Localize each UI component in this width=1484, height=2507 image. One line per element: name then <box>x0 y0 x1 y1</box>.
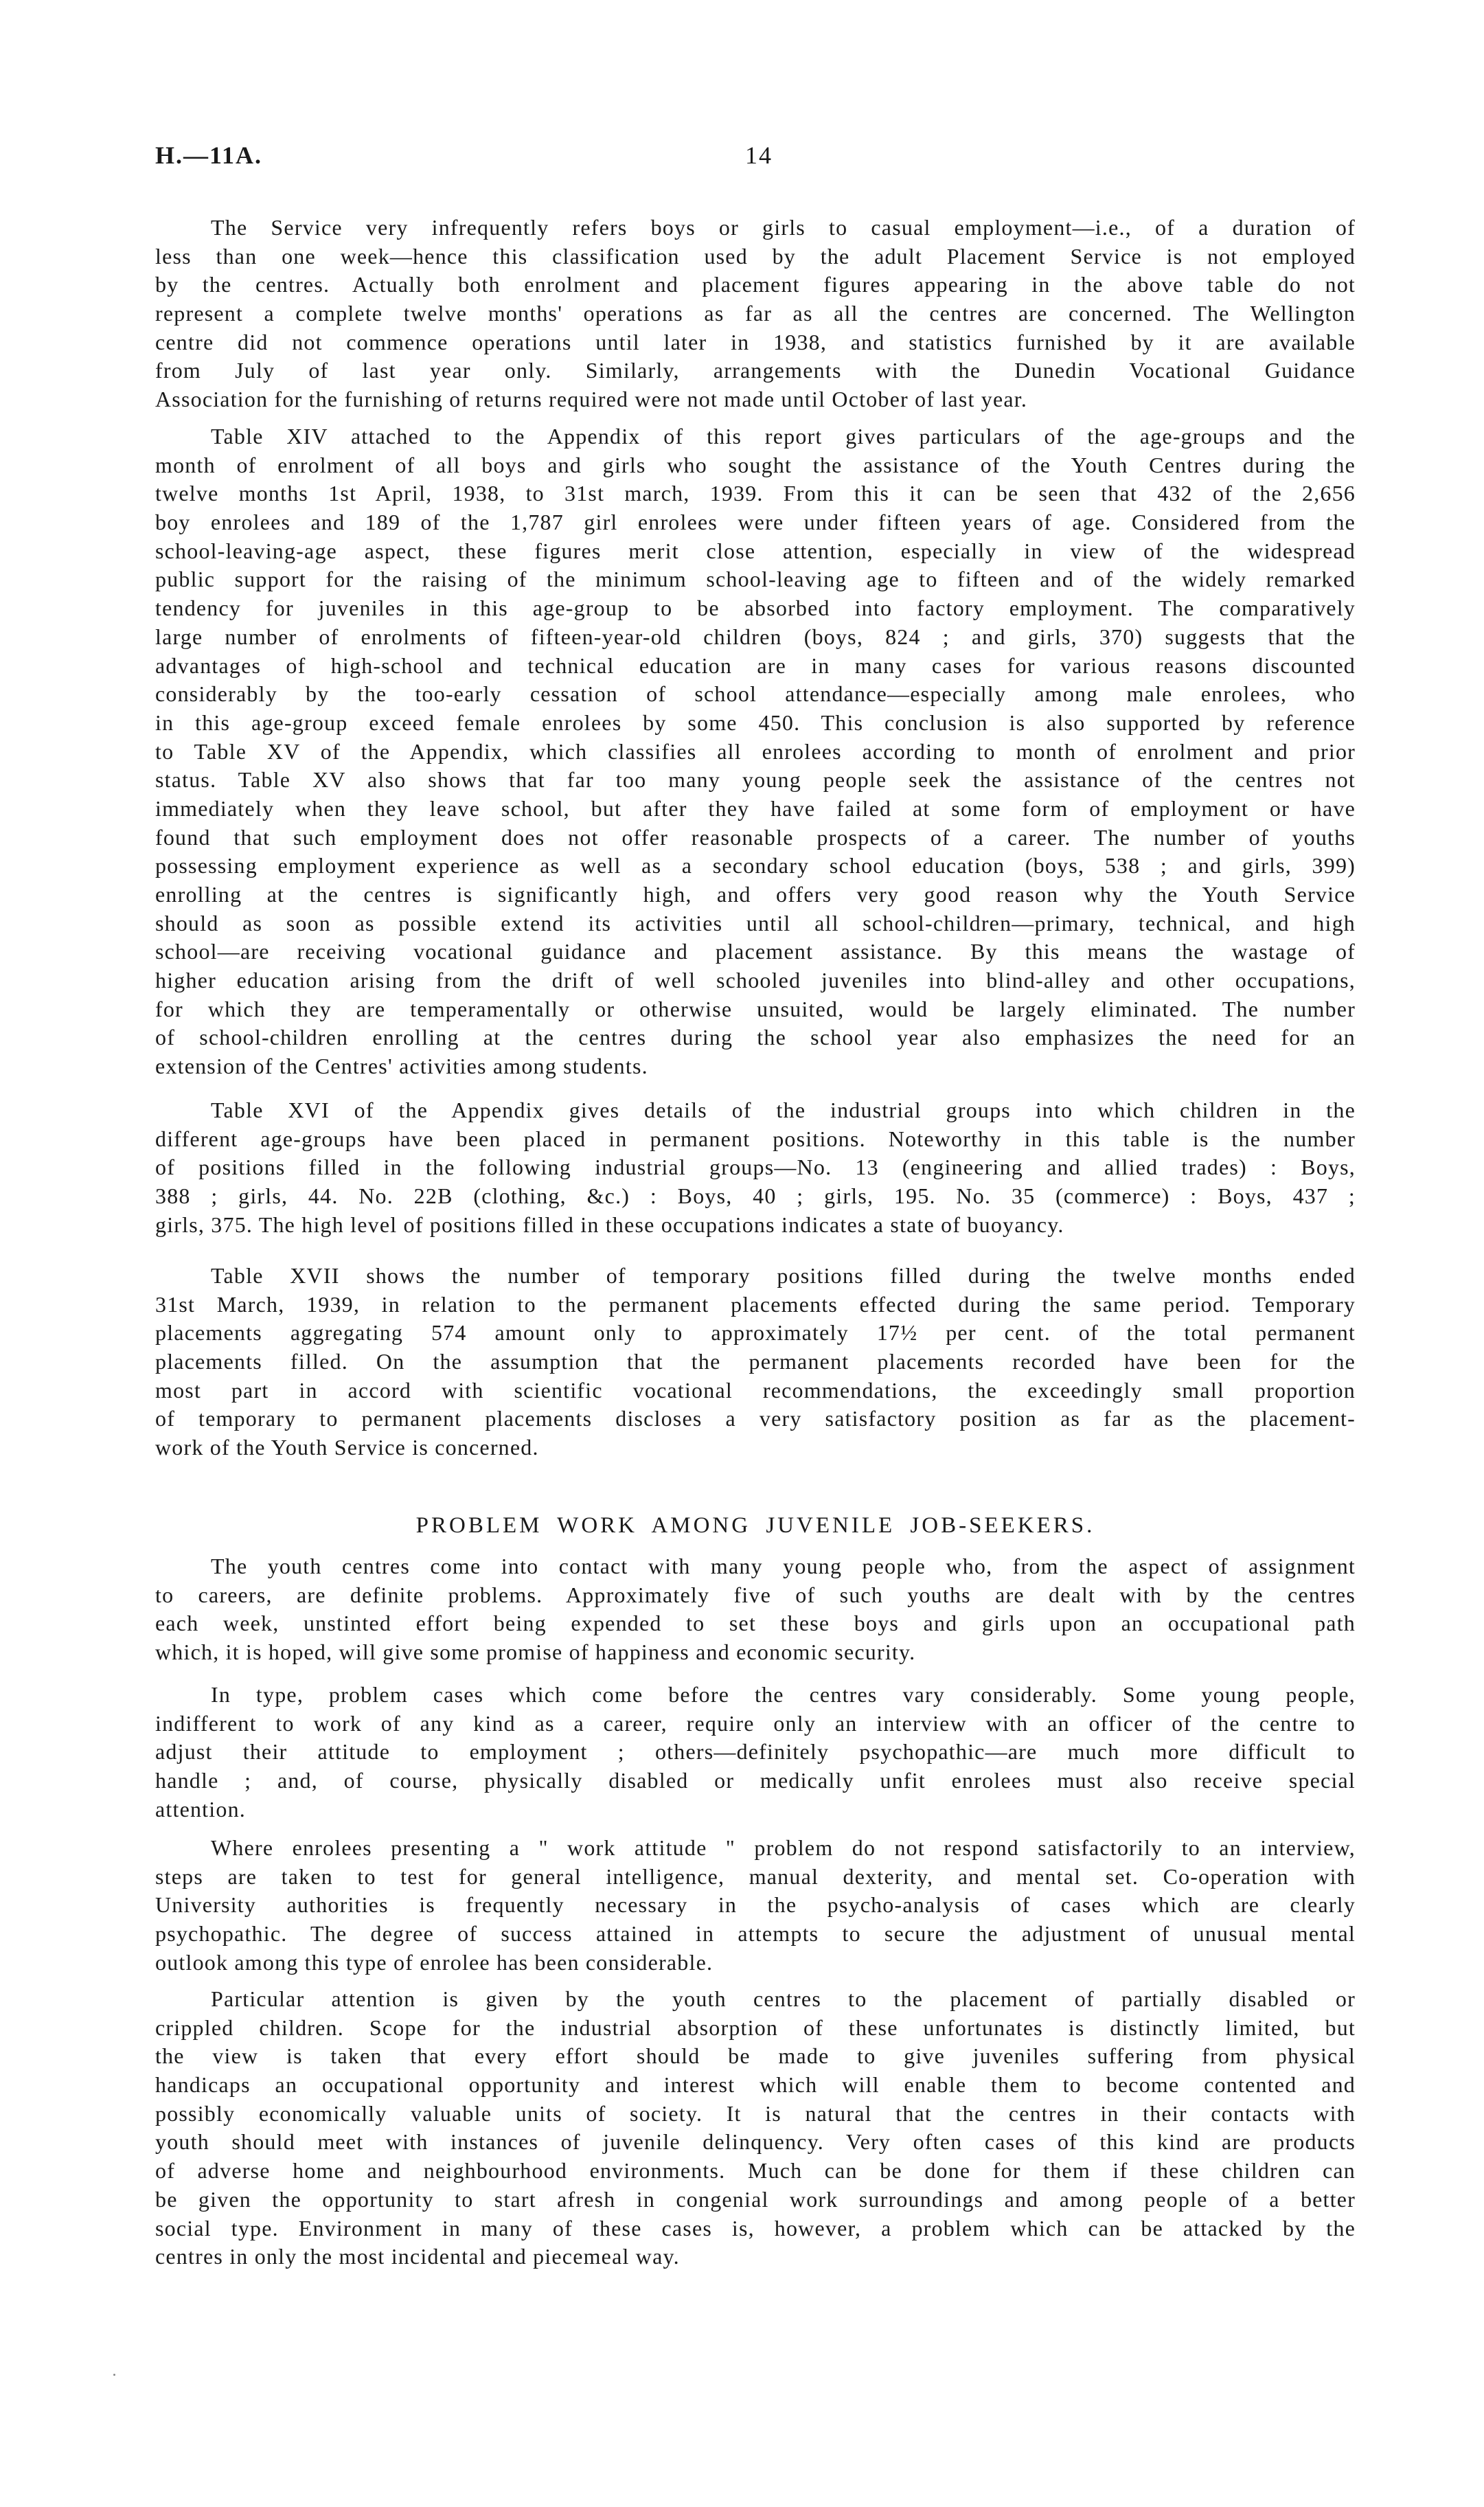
text-line: 31st March, 1939, in relation to the permanent placements effected during the same period. Temporary <box>155 1291 1356 1317</box>
text-line: The Service very infrequently refers boys or girls to casual employment—i.e., of a duration of <box>211 215 1356 240</box>
text-line: of temporary to permanent placements discloses a very satisfactory position as far as the placement- <box>155 1406 1356 1431</box>
text-line: handle ; and, of course, physically disabled or medically unfit enrolees must also receive special <box>155 1768 1356 1793</box>
text-line: less than one week—hence this classification used by the adult Placement Service is not employed <box>155 243 1356 269</box>
text-line: found that such employment does not offer reasonable prospects of a career. The number of youths <box>155 824 1356 850</box>
text-line: tendency for juveniles in this age-group to be absorbed into factory employment. The comparatively <box>155 595 1356 621</box>
paragraph <box>155 1262 1356 1462</box>
text-line: Table XIV attached to the Appendix of this report gives particulars of the age-groups and the <box>211 424 1356 449</box>
paragraph <box>155 1552 1356 1667</box>
text-line: attention. <box>155 1796 246 1822</box>
text-line: indifferent to work of any kind as a career, require only an interview with an officer of the centre to <box>155 1710 1356 1736</box>
text-line: girls, 375. The high level of positions filled in these occupations indicates a state of buoyancy. <box>155 1212 1064 1237</box>
text-line: for which they are temperamentally or otherwise unsuited, would be largely eliminated. The number <box>155 996 1356 1021</box>
text-line: social type. Environment in many of these cases is, however, a problem which can be attacked by the <box>155 2215 1356 2241</box>
text-line: different age-groups have been placed in permanent positions. Noteworthy in this table is the number <box>155 1126 1356 1151</box>
text-line: Table XVII shows the number of temporary positions filled during the twelve months ended <box>211 1263 1356 1288</box>
text-line: In type, problem cases which come before the centres vary considerably. Some young people, <box>211 1682 1356 1707</box>
paragraph <box>155 422 1356 1081</box>
text-line: to careers, are definite problems. Approximately five of such youths are dealt with by the centres <box>155 1582 1356 1607</box>
text-line: the view is taken that every effort should be made to give juveniles suffering from physical <box>155 2043 1356 2069</box>
text-line: each week, unstinted effort being expended to set these boys and girls upon an occupational path <box>155 1611 1356 1636</box>
paragraph <box>155 1096 1356 1239</box>
text-line: 388 ; girls, 44. No. 22B (clothing, &c.) : Boys, 40 ; girls, 195. No. 35 (commerce) : Boys, 437 ; <box>155 1183 1356 1209</box>
paragraph <box>155 1985 1356 2271</box>
text-line: steps are taken to test for general intelligence, manual dexterity, and mental set. Co-operation with <box>155 1863 1356 1889</box>
text-line: outlook among this type of enrolee has been considerable. <box>155 1949 714 1975</box>
paragraph <box>155 214 1356 414</box>
text-line: to Table XV of the Appendix, which classifies all enrolees according to month of enrolment and prior <box>155 738 1356 764</box>
text-line: which, it is hoped, will give some promise of happiness and economic security. <box>155 1640 916 1665</box>
text-line: status. Table XV also shows that far too many young people seek the assistance of the centres not <box>155 767 1356 793</box>
text-line: possibly economically valuable units of society. It is natural that the centres in their contacts with <box>155 2100 1356 2126</box>
text-line: adjust their attitude to employment ; others—definitely psychopathic—are much more difficult to <box>155 1739 1356 1765</box>
text-line: public support for the raising of the minimum school-leaving age to fifteen and of the widely remarked <box>155 567 1356 592</box>
text-line: advantages of high-school and technical education are in many cases for various reasons discounted <box>155 653 1356 678</box>
text-line: of adverse home and neighbourhood environments. Much can be done for them if these children can <box>155 2158 1356 2183</box>
text-line: most part in accord with scientific vocational recommendations, the exceedingly small proportion <box>155 1377 1356 1403</box>
text-line: Where enrolees presenting a " work attitude " problem do not respond satisfactorily to an interview, <box>211 1835 1356 1860</box>
text-line: enrolling at the centres is significantly high, and offers very good reason why the Youth Service <box>155 882 1356 907</box>
text-line: work of the Youth Service is concerned. <box>155 1435 539 1460</box>
paragraph <box>155 1681 1356 1824</box>
text-line: large number of enrolments of fifteen-year-old children (boys, 824 ; and girls, 370) suggests that the <box>155 624 1356 649</box>
text-line: considerably by the too-early cessation of school attendance—especially among male enrolees, who <box>155 681 1356 707</box>
text-line: represent a complete twelve months' operations as far as all the centres are concerned. The Wellington <box>155 301 1356 326</box>
text-line: Association for the furnishing of returns required were not made until October of last year. <box>155 387 1028 412</box>
text-line: immediately when they leave school, but after they have failed at some form of employment or have <box>155 795 1356 821</box>
text-line: be given the opportunity to start afresh in congenial work surroundings and among people of a better <box>155 2186 1356 2212</box>
text-line: Table XVI of the Appendix gives details of the industrial groups into which children in the <box>211 1098 1356 1122</box>
text-line: placements aggregating 574 amount only to approximately 17½ per cent. of the total permanent <box>155 1320 1356 1346</box>
text-line: The youth centres come into contact with many young people who, from the aspect of assignment <box>211 1554 1356 1578</box>
scan-speck <box>113 2374 115 2376</box>
text-line: centres in only the most incidental and piecemeal way. <box>155 2244 680 2269</box>
text-line: crippled children. Scope for the industrial absorption of these unfortunates is distinctly limited, but <box>155 2015 1356 2040</box>
text-line: youth should meet with instances of juvenile delinquency. Very often cases of this kind are products <box>155 2129 1356 2155</box>
text-line: school—are receiving vocational guidance and placement assistance. By this means the wastage of <box>155 939 1356 964</box>
section-heading: PROBLEM WORK AMONG JUVENILE JOB-SEEKERS. <box>415 1513 1095 1538</box>
text-line: higher education arising from the drift of well schooled juveniles into blind-alley and other occupations, <box>155 968 1356 993</box>
text-line: of school-children enrolling at the centres during the school year also emphasizes the need for an <box>155 1025 1356 1050</box>
text-line: in this age-group exceed female enrolees by some 450. This conclusion is also supported by reference <box>155 710 1356 735</box>
page-number: 14 <box>745 141 773 169</box>
text-line: placements filled. On the assumption that the permanent placements recorded have been for the <box>155 1349 1356 1374</box>
text-line: centre did not commence operations until later in 1938, and statistics furnished by it are available <box>155 329 1356 354</box>
text-line: twelve months 1st April, 1938, to 31st march, 1939. From this it can be seen that 432 of the 2,656 <box>155 481 1356 506</box>
text-line: from July of last year only. Similarly, arrangements with the Dunedin Vocational Guidance <box>155 358 1356 383</box>
text-line: psychopathic. The degree of success attained in attempts to secure the adjustment of unusual mental <box>155 1921 1356 1947</box>
text-line: of positions filled in the following industrial groups—No. 13 (engineering and allied trades) : Boys, <box>155 1155 1356 1180</box>
text-line: by the centres. Actually both enrolment and placement figures appearing in the above table do not <box>155 272 1356 297</box>
text-line: possessing employment experience as well as a secondary school education (boys, 538 ; and girls, 399) <box>155 853 1356 878</box>
text-line: handicaps an occupational opportunity and interest which will enable them to become contented and <box>155 2072 1356 2098</box>
paragraph <box>155 1834 1356 1977</box>
text-line: should as soon as possible extend its activities until all school-children—primary, technical, and high <box>155 910 1356 935</box>
text-line: school-leaving-age aspect, these figures merit close attention, especially in view of the widespread <box>155 538 1356 563</box>
text-line: Particular attention is given by the youth centres to the placement of partially disabled or <box>211 1986 1356 2011</box>
document-code: H.—11A. <box>155 141 263 169</box>
text-line: University authorities is frequently necessary in the psycho-analysis of cases which are clearly <box>155 1892 1356 1918</box>
text-line: boy enrolees and 189 of the 1,787 girl enrolees were under fifteen years of age. Considered from the <box>155 510 1356 535</box>
text-line: month of enrolment of all boys and girls who sought the assistance of the Youth Centres during the <box>155 452 1356 477</box>
text-line: extension of the Centres' activities among students. <box>155 1054 648 1079</box>
